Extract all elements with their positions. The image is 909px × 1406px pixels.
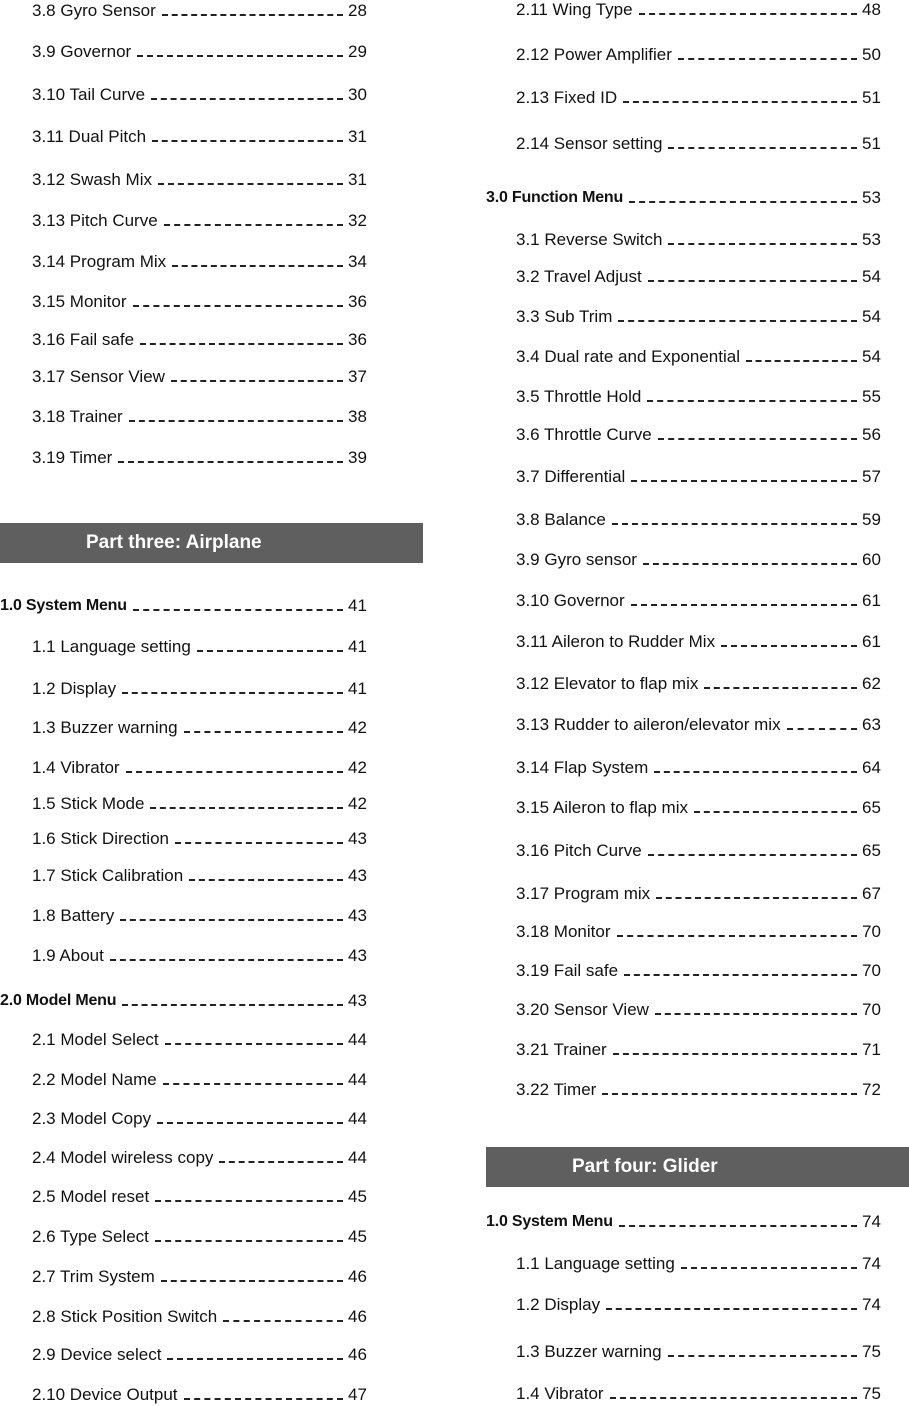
toc-entry bbox=[486, 1294, 886, 1316]
toc-entry-label: 3.19 Timer bbox=[32, 448, 113, 467]
toc-entry-label: 3.14 Program Mix bbox=[32, 252, 167, 271]
toc-entry-label: 2.12 Power Amplifier bbox=[516, 45, 672, 64]
toc-page-number: 44 bbox=[348, 1109, 367, 1128]
toc-entry bbox=[0, 678, 372, 700]
toc-entry bbox=[0, 945, 372, 967]
dot-leader bbox=[643, 563, 857, 565]
toc-page-number: 61 bbox=[862, 591, 881, 610]
toc-entry-label: 3.19 Fail safe bbox=[516, 961, 619, 980]
toc-entry-label: 3.13 Rudder to aileron/elevator mix bbox=[516, 715, 781, 734]
dot-leader bbox=[189, 879, 343, 881]
toc-entry-label: 1.4 Vibrator bbox=[32, 758, 120, 777]
toc-page-number: 60 bbox=[862, 550, 881, 569]
toc-entry-label: 3.10 Governor bbox=[516, 591, 625, 610]
toc-entry-label: 3.9 Gyro sensor bbox=[516, 550, 637, 569]
toc-entry-label: 2.1 Model Select bbox=[32, 1030, 159, 1049]
toc-entry bbox=[486, 840, 886, 862]
toc-entry-label: 1.8 Battery bbox=[32, 906, 115, 925]
dot-leader bbox=[152, 140, 343, 142]
dot-leader bbox=[133, 305, 344, 307]
toc-page-number: 50 bbox=[862, 45, 881, 64]
dot-leader bbox=[721, 645, 857, 647]
toc-entry-label: 3.14 Flap System bbox=[516, 758, 649, 777]
dot-leader bbox=[668, 243, 857, 245]
toc-page-number: 63 bbox=[862, 715, 881, 734]
toc-entry-label: 1.2 Display bbox=[516, 1295, 601, 1314]
toc-page-number: 74 bbox=[862, 1212, 881, 1231]
toc-entry bbox=[0, 406, 372, 428]
toc-entry bbox=[0, 291, 372, 313]
toc-entry bbox=[0, 865, 372, 887]
toc-entry-label: 1.2 Display bbox=[32, 679, 117, 698]
toc-entry-label: 1.3 Buzzer warning bbox=[32, 718, 178, 737]
toc-page-number: 38 bbox=[348, 407, 367, 426]
toc-page-number: 44 bbox=[348, 1030, 367, 1049]
dot-leader bbox=[158, 183, 343, 185]
toc-entry bbox=[486, 133, 886, 155]
toc-entry-label: 3.6 Throttle Curve bbox=[516, 425, 652, 444]
toc-section-heading bbox=[0, 595, 372, 617]
toc-entry-label: 1.7 Stick Calibration bbox=[32, 866, 184, 885]
dot-leader bbox=[746, 360, 857, 362]
dot-leader bbox=[171, 380, 343, 382]
dot-leader bbox=[140, 343, 343, 345]
toc-page-number: 67 bbox=[862, 884, 881, 903]
dot-leader bbox=[631, 480, 857, 482]
toc-entry bbox=[486, 757, 886, 779]
toc-page-number: 54 bbox=[862, 347, 881, 366]
toc-entry-label: 3.8 Balance bbox=[516, 510, 606, 529]
toc-page-number: 53 bbox=[862, 188, 881, 207]
dot-leader bbox=[631, 604, 857, 606]
toc-entry-label: 1.1 Language setting bbox=[32, 637, 191, 656]
toc-page-number: 75 bbox=[862, 1384, 881, 1403]
dot-leader bbox=[155, 1240, 343, 1242]
toc-entry bbox=[486, 1079, 886, 1101]
toc-entry bbox=[486, 1383, 886, 1405]
dot-leader bbox=[155, 1200, 343, 1202]
dot-leader bbox=[150, 807, 343, 809]
toc-entry bbox=[0, 636, 372, 658]
toc-entry bbox=[0, 905, 372, 927]
toc-page-number: 46 bbox=[348, 1345, 367, 1364]
dot-leader bbox=[120, 919, 343, 921]
dot-leader bbox=[165, 1043, 343, 1045]
toc-entry-label: 2.11 Wing Type bbox=[516, 0, 633, 19]
toc-entry-label: 1.0 System Menu bbox=[0, 597, 127, 614]
toc-entry-label: 2.4 Model wireless copy bbox=[32, 1148, 214, 1167]
toc-entry-label: 3.9 Governor bbox=[32, 42, 132, 61]
toc-page-number: 36 bbox=[348, 292, 367, 311]
toc-page-number: 45 bbox=[348, 1227, 367, 1246]
toc-page-number: 43 bbox=[348, 991, 367, 1010]
toc-page-number: 37 bbox=[348, 367, 367, 386]
toc-entry-label: 2.8 Stick Position Switch bbox=[32, 1307, 218, 1326]
toc-entry-label: 3.11 Aileron to Rudder Mix bbox=[516, 632, 716, 651]
dot-leader bbox=[110, 959, 343, 961]
toc-entry bbox=[0, 717, 372, 739]
toc-entry-label: 3.12 Swash Mix bbox=[32, 170, 152, 189]
dot-leader bbox=[175, 842, 343, 844]
toc-entry-label: 3.18 Monitor bbox=[516, 922, 611, 941]
toc-entry bbox=[486, 921, 886, 943]
toc-page-number: 39 bbox=[348, 448, 367, 467]
dot-leader bbox=[655, 1013, 857, 1015]
toc-entry-label: 3.16 Fail safe bbox=[32, 330, 135, 349]
toc-entry-label: 3.15 Aileron to flap mix bbox=[516, 798, 688, 817]
toc-page-number: 42 bbox=[348, 794, 367, 813]
toc-entry bbox=[0, 366, 372, 388]
toc-entry bbox=[0, 1186, 372, 1208]
toc-entry bbox=[0, 1147, 372, 1169]
dot-leader bbox=[161, 1280, 343, 1282]
toc-page-number: 72 bbox=[862, 1080, 881, 1099]
toc-entry bbox=[0, 1306, 372, 1328]
toc-entry bbox=[0, 1029, 372, 1051]
toc-entry-label: 1.1 Language setting bbox=[516, 1254, 675, 1273]
toc-page-number: 65 bbox=[862, 841, 881, 860]
toc-entry bbox=[0, 757, 372, 779]
toc-entry bbox=[486, 346, 886, 368]
toc-entry-label: 3.2 Travel Adjust bbox=[516, 267, 642, 286]
dot-leader bbox=[617, 935, 858, 937]
dot-leader bbox=[612, 523, 857, 525]
toc-entry-label: 3.1 Reverse Switch bbox=[516, 230, 663, 249]
dot-leader bbox=[126, 771, 343, 773]
toc-entry bbox=[486, 960, 886, 982]
toc-entry bbox=[0, 793, 372, 815]
toc-entry bbox=[0, 0, 372, 22]
toc-entry-label: 3.15 Monitor bbox=[32, 292, 127, 311]
toc-entry bbox=[486, 306, 886, 328]
toc-entry-label: 3.10 Tail Curve bbox=[32, 85, 146, 104]
dot-leader bbox=[624, 974, 857, 976]
toc-entry-label: 2.2 Model Name bbox=[32, 1070, 157, 1089]
toc-entry-label: 1.5 Stick Mode bbox=[32, 794, 145, 813]
dot-leader bbox=[137, 55, 343, 57]
section-band-airplane: Part three: Airplane bbox=[0, 523, 423, 563]
dot-leader bbox=[129, 420, 343, 422]
toc-entry bbox=[0, 169, 372, 191]
dot-leader bbox=[133, 609, 343, 611]
toc-entry bbox=[0, 1266, 372, 1288]
toc-entry bbox=[486, 1039, 886, 1061]
dot-leader bbox=[184, 731, 343, 733]
dot-leader bbox=[681, 1267, 857, 1269]
toc-entry-label: 3.5 Throttle Hold bbox=[516, 387, 642, 406]
dot-leader bbox=[163, 1083, 343, 1085]
toc-entry-label: 3.8 Gyro Sensor bbox=[32, 1, 156, 20]
toc-entry bbox=[486, 466, 886, 488]
dot-leader bbox=[167, 1358, 343, 1360]
toc-entry bbox=[486, 0, 886, 21]
dot-leader bbox=[157, 1122, 343, 1124]
toc-entry bbox=[486, 714, 886, 736]
toc-entry bbox=[486, 266, 886, 288]
toc-page-number: 70 bbox=[862, 922, 881, 941]
toc-page-number: 31 bbox=[348, 170, 367, 189]
dot-leader bbox=[172, 265, 343, 267]
toc-entry-label: 3.7 Differential bbox=[516, 467, 626, 486]
toc-entry bbox=[0, 41, 372, 63]
toc-page-number: 75 bbox=[862, 1342, 881, 1361]
toc-entry bbox=[486, 631, 886, 653]
toc-page-number: 30 bbox=[348, 85, 367, 104]
toc-entry bbox=[486, 673, 886, 695]
toc-entry bbox=[0, 251, 372, 273]
dot-leader bbox=[219, 1161, 343, 1163]
toc-page-number: 65 bbox=[862, 798, 881, 817]
toc-entry bbox=[486, 87, 886, 109]
toc-page-number: 41 bbox=[348, 596, 367, 615]
dot-leader bbox=[647, 400, 857, 402]
toc-entry bbox=[486, 229, 886, 251]
toc-entry-label: 3.13 Pitch Curve bbox=[32, 211, 158, 230]
toc-entry-label: 1.3 Buzzer warning bbox=[516, 1342, 662, 1361]
toc-entry bbox=[486, 509, 886, 531]
toc-entry bbox=[0, 1344, 372, 1366]
dot-leader bbox=[610, 1397, 857, 1399]
dot-leader bbox=[164, 224, 343, 226]
toc-page-number: 32 bbox=[348, 211, 367, 230]
toc-entry bbox=[486, 386, 886, 408]
toc-page-number: 34 bbox=[348, 252, 367, 271]
toc-entry bbox=[486, 549, 886, 571]
dot-leader bbox=[162, 14, 343, 16]
toc-page-number: 54 bbox=[862, 267, 881, 286]
toc-entry bbox=[486, 44, 886, 66]
toc-page-number: 74 bbox=[862, 1254, 881, 1273]
toc-entry bbox=[486, 1341, 886, 1363]
toc-section-heading bbox=[486, 1211, 886, 1233]
dot-leader bbox=[613, 1053, 857, 1055]
dot-leader bbox=[648, 854, 857, 856]
toc-entry-label: 3.20 Sensor View bbox=[516, 1000, 649, 1019]
dot-leader bbox=[122, 692, 343, 694]
toc-page-number: 41 bbox=[348, 637, 367, 656]
toc-page-number: 56 bbox=[862, 425, 881, 444]
toc-entry bbox=[486, 797, 886, 819]
dot-leader bbox=[618, 320, 857, 322]
toc-page-number: 46 bbox=[348, 1267, 367, 1286]
toc-page-number: 74 bbox=[862, 1295, 881, 1314]
dot-leader bbox=[656, 897, 857, 899]
dot-leader bbox=[694, 811, 857, 813]
dot-leader bbox=[629, 201, 857, 203]
dot-leader bbox=[151, 98, 343, 100]
toc-entry-label: 3.0 Function Menu bbox=[486, 189, 624, 206]
toc-entry-label: 1.9 About bbox=[32, 946, 104, 965]
toc-page-number: 42 bbox=[348, 718, 367, 737]
toc-entry bbox=[486, 424, 886, 446]
toc-page-number: 70 bbox=[862, 1000, 881, 1019]
toc-page-number: 45 bbox=[348, 1187, 367, 1206]
toc-entry-label: 2.13 Fixed ID bbox=[516, 88, 618, 107]
toc-section-heading bbox=[486, 187, 886, 209]
toc-entry-label: 3.11 Dual Pitch bbox=[32, 127, 147, 146]
dot-leader bbox=[223, 1320, 343, 1322]
dot-leader bbox=[619, 1225, 857, 1227]
toc-entry bbox=[0, 1226, 372, 1248]
toc-entry-label: 2.14 Sensor setting bbox=[516, 134, 663, 153]
toc-entry-label: 3.18 Trainer bbox=[32, 407, 123, 426]
toc-page-number: 43 bbox=[348, 946, 367, 965]
toc-page-number: 55 bbox=[862, 387, 881, 406]
toc-page-number: 51 bbox=[862, 88, 881, 107]
toc-page-number: 59 bbox=[862, 510, 881, 529]
toc-page-number: 70 bbox=[862, 961, 881, 980]
dot-leader bbox=[787, 728, 857, 730]
dot-leader bbox=[654, 771, 857, 773]
toc-entry-label: 1.6 Stick Direction bbox=[32, 829, 169, 848]
toc-entry bbox=[0, 1069, 372, 1091]
section-band-glider: Part four: Glider bbox=[486, 1147, 909, 1187]
toc-entry bbox=[0, 210, 372, 232]
toc-page-number: 36 bbox=[348, 330, 367, 349]
dot-leader bbox=[122, 1004, 343, 1006]
toc-entry bbox=[486, 590, 886, 612]
toc-entry bbox=[0, 447, 372, 469]
toc-page-number: 41 bbox=[348, 679, 367, 698]
toc-entry-label: 2.7 Trim System bbox=[32, 1267, 155, 1286]
toc-entry-label: 3.12 Elevator to flap mix bbox=[516, 674, 699, 693]
toc-entry bbox=[486, 1253, 886, 1275]
dot-leader bbox=[197, 650, 343, 652]
toc-page-number: 64 bbox=[862, 758, 881, 777]
toc-entry bbox=[0, 126, 372, 148]
toc-entry-label: 3.4 Dual rate and Exponential bbox=[516, 347, 740, 366]
dot-leader bbox=[184, 1398, 343, 1400]
dot-leader bbox=[668, 147, 857, 149]
dot-leader bbox=[658, 438, 857, 440]
toc-entry-label: 3.17 Program mix bbox=[516, 884, 651, 903]
dot-leader bbox=[668, 1355, 857, 1357]
toc-page-number: 57 bbox=[862, 467, 881, 486]
toc-entry-label: 2.0 Model Menu bbox=[0, 992, 117, 1009]
toc-page-number: 53 bbox=[862, 230, 881, 249]
toc-page-number: 42 bbox=[348, 758, 367, 777]
dot-leader bbox=[602, 1093, 857, 1095]
dot-leader bbox=[678, 58, 857, 60]
toc-page-number: 54 bbox=[862, 307, 881, 326]
toc-entry-label: 3.17 Sensor View bbox=[32, 367, 165, 386]
toc-page-number: 43 bbox=[348, 829, 367, 848]
toc-entry bbox=[0, 1384, 372, 1406]
dot-leader bbox=[648, 280, 857, 282]
dot-leader bbox=[704, 687, 857, 689]
toc-entry bbox=[486, 999, 886, 1021]
toc-entry-label: 2.3 Model Copy bbox=[32, 1109, 152, 1128]
dot-leader bbox=[639, 13, 857, 15]
toc-entry-label: 1.4 Vibrator bbox=[516, 1384, 604, 1403]
toc-page-number: 48 bbox=[862, 0, 881, 19]
toc-page-number: 46 bbox=[348, 1307, 367, 1326]
toc-entry bbox=[0, 329, 372, 351]
toc-entry-label: 3.3 Sub Trim bbox=[516, 307, 613, 326]
toc-page-number: 43 bbox=[348, 866, 367, 885]
toc-page-number: 62 bbox=[862, 674, 881, 693]
dot-leader bbox=[623, 101, 857, 103]
toc-entry-label: 2.9 Device select bbox=[32, 1345, 162, 1364]
toc-page-number: 28 bbox=[348, 1, 367, 20]
toc-entry bbox=[0, 84, 372, 106]
toc-page-number: 47 bbox=[348, 1385, 367, 1404]
toc-page-number: 71 bbox=[862, 1040, 881, 1059]
toc-entry-label: 2.10 Device Output bbox=[32, 1385, 178, 1404]
toc-entry bbox=[486, 883, 886, 905]
toc-page-number: 43 bbox=[348, 906, 367, 925]
toc-page-number: 44 bbox=[348, 1148, 367, 1167]
toc-page-number: 44 bbox=[348, 1070, 367, 1089]
toc-entry bbox=[0, 1108, 372, 1130]
toc-entry-label: 3.16 Pitch Curve bbox=[516, 841, 642, 860]
toc-page-number: 31 bbox=[348, 127, 367, 146]
toc-section-heading bbox=[0, 990, 372, 1012]
dot-leader bbox=[118, 461, 343, 463]
toc-entry-label: 2.6 Type Select bbox=[32, 1227, 149, 1246]
toc-page-number: 29 bbox=[348, 42, 367, 61]
toc-entry-label: 2.5 Model reset bbox=[32, 1187, 150, 1206]
toc-page-number: 51 bbox=[862, 134, 881, 153]
dot-leader bbox=[606, 1308, 857, 1310]
toc-entry bbox=[0, 828, 372, 850]
toc-entry-label: 1.0 System Menu bbox=[486, 1213, 613, 1230]
toc-entry-label: 3.22 Timer bbox=[516, 1080, 597, 1099]
toc-page-number: 61 bbox=[862, 632, 881, 651]
toc-entry-label: 3.21 Trainer bbox=[516, 1040, 607, 1059]
